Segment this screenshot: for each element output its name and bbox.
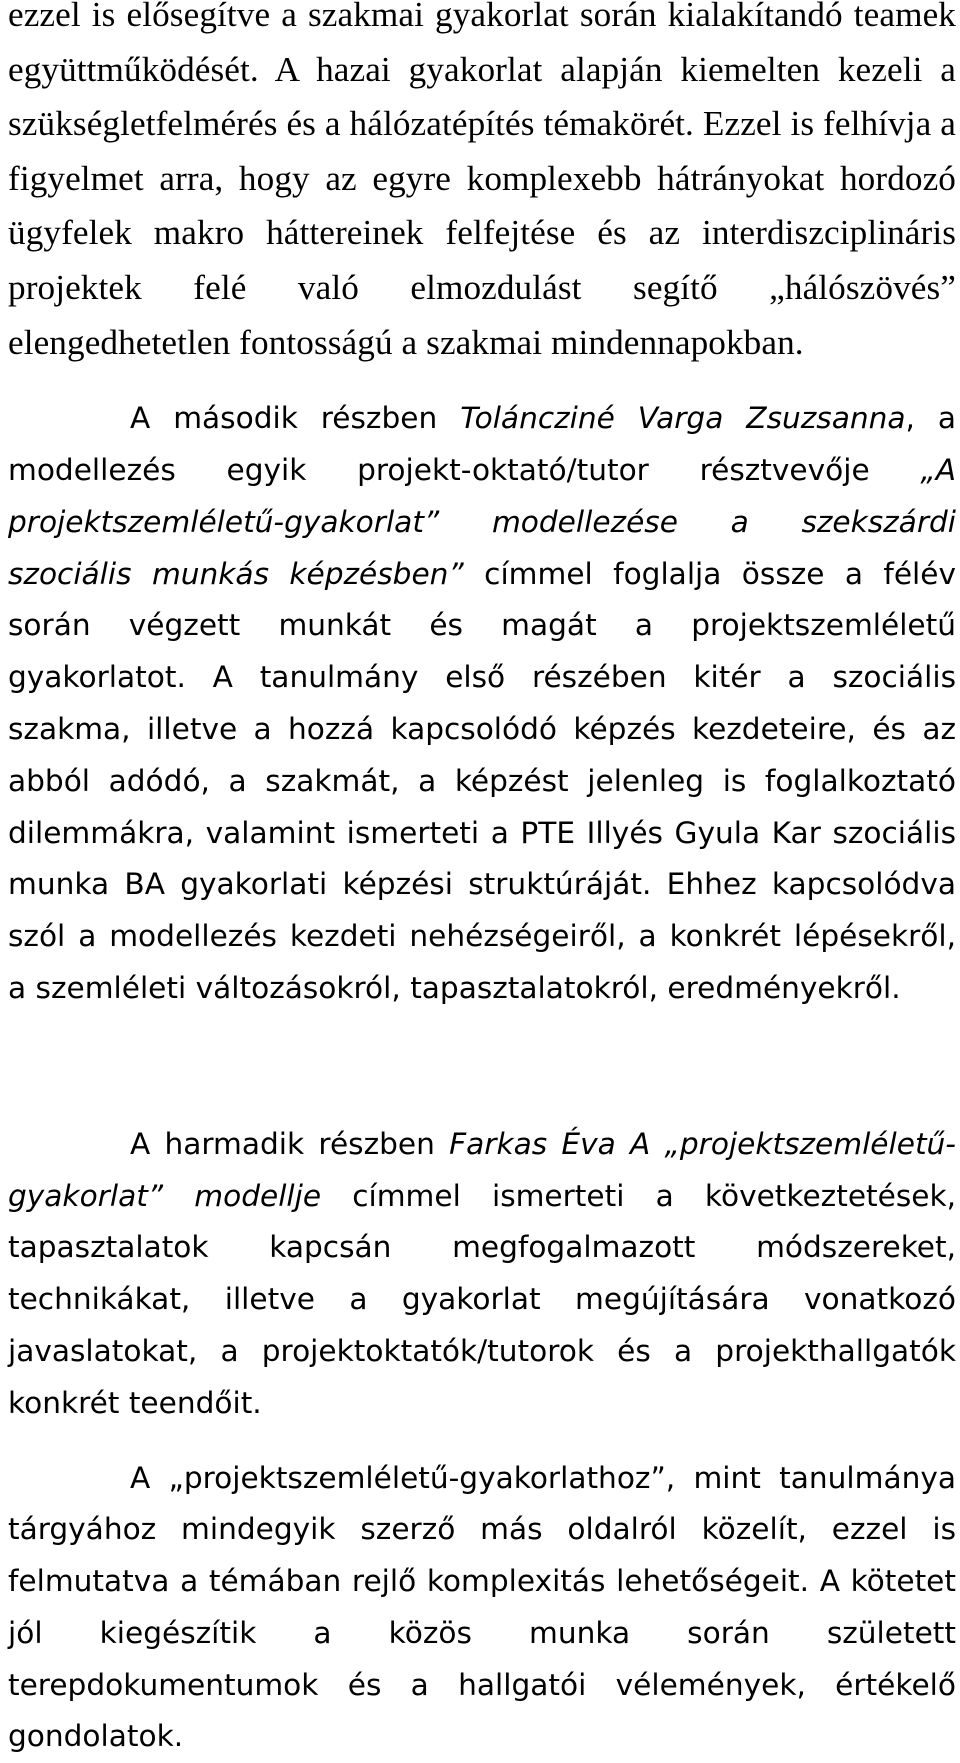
paragraph-text: A harmadik részben (130, 1127, 449, 1161)
paragraph-text: , a modellezés egyik projekt-oktató/tutor résztvevője (8, 401, 956, 487)
paragraph-text: A második részben (130, 401, 460, 435)
paragraph-network-building (8, 0, 956, 370)
paragraph-text: címmel ismerteti a következtetések, tapasztalatok kapcsán megfogalmazott módszereket, technikákat, illetve a gyakorlat megújítására vonatkozó javaslatokat, a projektoktatók/tutorok és a projekthallgatók konkrét teendőit. (8, 1179, 956, 1420)
document-page (8, 0, 956, 1763)
paragraph-text: címmel foglalja össze a félév során végzett munkát és magát a projektszemléletű gyakorlatot. A tanulmány első részében kitér a szociális szakma, illetve a hozzá kapcsolódó képzés kezdeteire, és az abból adódó, a szakmát, a képzést jelenleg is foglalkoztató dilemmákra, valamint ismerteti a PTE Illyés Gyula Kar szociális munka BA gyakorlati képzési struktúráját. Ehhez kapcsolódva szól a modellezés kezdeti nehézségeiről, a konkrét lépésekről, a szemléleti változásokról, tapasztalatokról, eredményekről. (8, 557, 956, 1005)
paragraph-summary (8, 1453, 956, 1763)
paragraph-second-part (8, 393, 956, 1015)
paragraph-text: ezzel is elősegítve a szakmai gyakorlat során kialakítandó teamek együttműködését. A hazai gyakorlat alapján kiemelten kezeli a szükségletfelmérés és a hálózatépítés témakörét. Ezzel is felhívja a figyelmet arra, hogy az egyre komplexebb hátrányokat hordozó ügyfelek makro háttereinek felfejtése és az interdiszciplináris projektek felé való elmozdulást segítő „hálószövés” elengedhetetlen fontosságú a szakmai mindennapokban. (8, 0, 956, 362)
paragraph-third-part (8, 1119, 956, 1430)
author-name: Toláncziné Varga Zsuzsanna (460, 401, 905, 435)
paragraph-text: A „projektszemléletű-gyakorlathoz”, mint tanulmánya tárgyához mindegyik szerző más oldalról közelít, ezzel is felmutatva a témában rejlő komplexitás lehetőségeit. A kötetet jól kiegészítik a közös munka során született terepdokumentumok és a hallgatói vélemények, értékelő gondolatok. (8, 1461, 956, 1754)
author-and-study-title: Farkas Éva A „projektszemléletű-gyakorlat” modellje (8, 1127, 956, 1213)
study-title: „A projektszemléletű-gyakorlat” modellezése a szekszárdi szociális munkás képzésben” (8, 453, 956, 591)
